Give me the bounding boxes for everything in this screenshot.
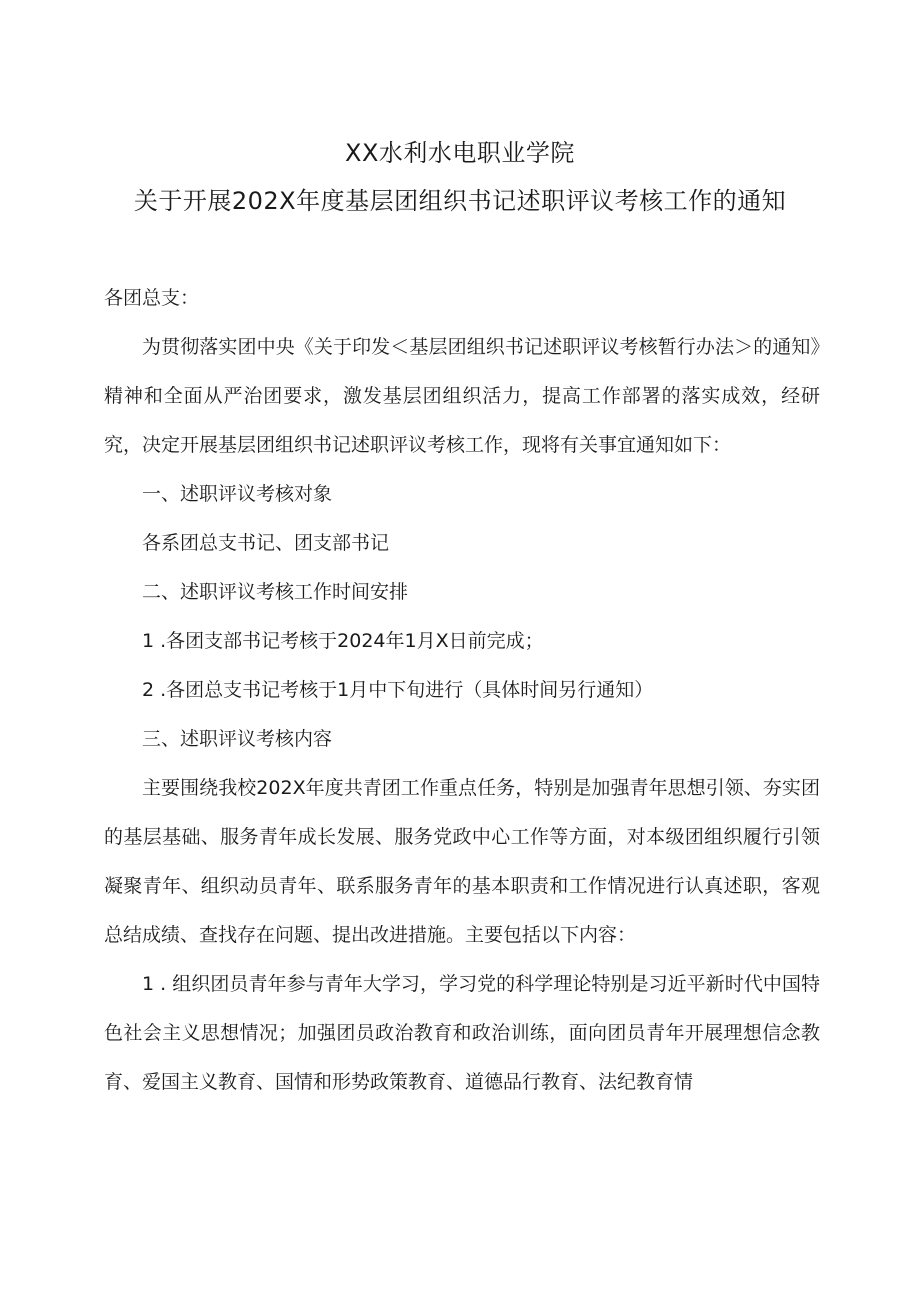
document-body: [104, 274, 820, 1107]
section-heading-1: 一、述职评议考核对象: [142, 483, 333, 505]
list-item-content-1: 1 . 组织团员青年参与青年大学习，学习党的科学理论特别是习近平新时代中国特色社会主义思想情况；加强团员政治教育和政治训练，面向团员青年开展理想信念教育、爱国主义教育、国情和形势政策教育、道德品行教育、法纪教育情: [104, 973, 820, 1093]
paragraph-content: 主要围绕我校202X年度共青团工作重点任务，特别是加强青年思想引领、夯实团的基层基础、服务青年成长发展、服务党政中心工作等方面，对本级团组织履行引领凝聚青年、组织动员青年、联系服务青年的基本职责和工作情况进行认真述职，客观总结成绩、查找存在问题、提出改进措施。主要包括以下内容：: [104, 777, 820, 946]
section-heading-3: 三、述职评议考核内容: [142, 728, 333, 750]
section-heading-2: 二、述职评议考核工作时间安排: [142, 581, 409, 603]
list-item-schedule-1: 1 .各团支部书记考核于2024年1月X日前完成；: [142, 630, 544, 652]
document-title-school: XX水利水电职业学院: [345, 139, 575, 167]
paragraph-targets: 各系团总支书记、团支部书记: [142, 532, 390, 554]
salutation: 各团总支：: [104, 287, 200, 309]
paragraph-intro: 为贯彻落实团中央《关于印发＜基层团组织书记述职评议考核暂行办法＞的通知》精神和全面从严治团要求，激发基层团组织活力，提高工作部署的落实成效，经研究，决定开展基层团组织书记述职评议考核工作，现将有关事宜通知如下：: [104, 336, 820, 456]
document-title-notice: 关于开展202X年度基层团组织书记述职评议考核工作的通知: [133, 187, 787, 215]
list-item-schedule-2: 2 .各团总支书记考核于1月中下旬进行（具体时间另行通知）: [142, 679, 654, 701]
